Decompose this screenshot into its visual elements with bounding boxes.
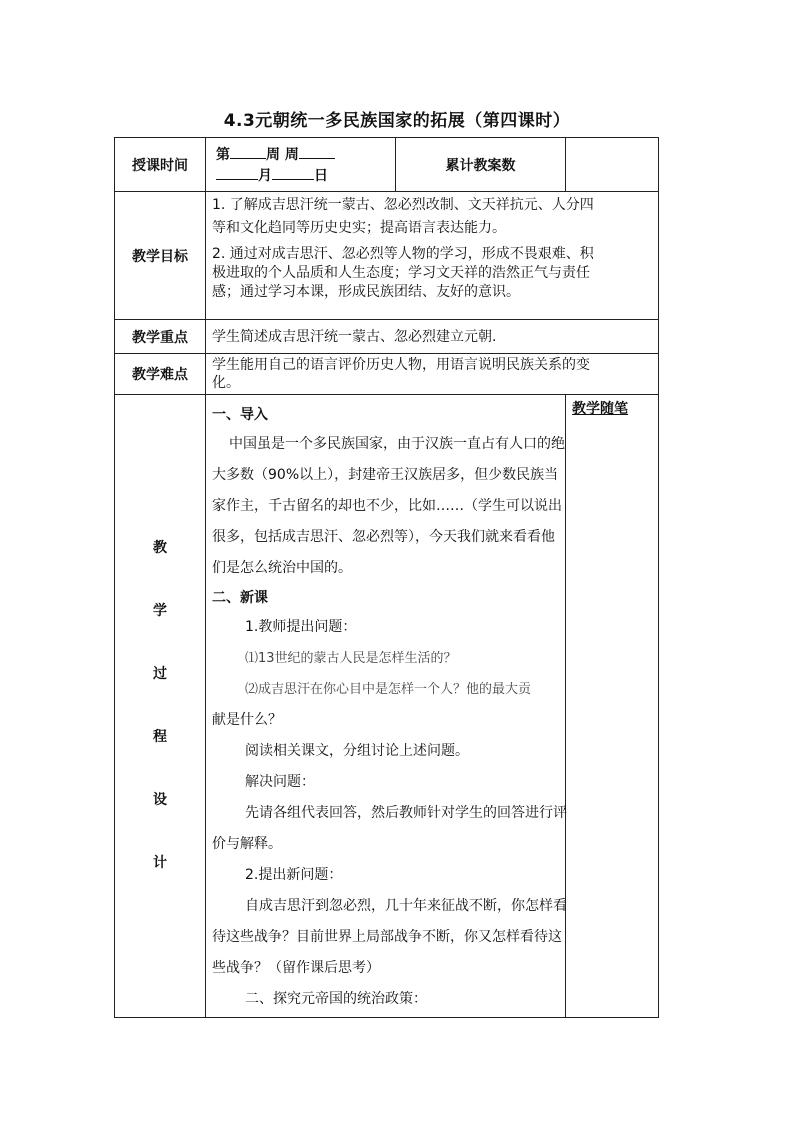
header-row [115, 138, 659, 192]
vertical-char-5: 设 [153, 792, 167, 808]
teaching-notes-column[interactable] [566, 395, 659, 1018]
process-design-label [115, 395, 206, 1018]
key-point-text: 学生简述成吉思汗统一蒙古、忽必烈建立元朝. [206, 320, 659, 354]
vertical-char-6: 计 [153, 855, 167, 871]
section-policy-heading: 二、探究元帝国的统治政策： [245, 991, 427, 1007]
difficulty-line-2: 化。 [212, 375, 240, 391]
teaching-goals-label: 教学目标 [115, 192, 206, 320]
teaching-notes-label: 教学随笔 [572, 401, 629, 417]
vertical-char-3: 过 [153, 666, 167, 682]
teaching-goals-content [206, 192, 659, 320]
key-point-label: 教学重点 [115, 320, 206, 354]
answer-line-2: 价与解释。 [212, 836, 282, 852]
intro-paragraph-line-2: 大多数（90%以上），封建帝王汉族居多，但少数民族当 [212, 467, 559, 483]
new-question-heading: 2.提出新问题： [245, 867, 343, 883]
intro-paragraph-line-5: 们是怎么统治中国的。 [212, 560, 352, 576]
weekday-blank[interactable] [299, 144, 335, 159]
goals-row [115, 192, 659, 320]
goal-1-line-2: 等和文化趋同等历史史实；提高语言表达能力。 [212, 220, 506, 236]
lesson-plan-table [114, 137, 659, 1018]
vertical-char-4: 程 [153, 729, 167, 745]
question-2-line-1: ⑵成吉思汗在你心目中是怎样一个人？他的最大贡 [245, 682, 532, 697]
difficulty-row [115, 354, 659, 395]
solve-heading: 解决问题： [245, 774, 315, 790]
difficulty-text [206, 354, 659, 395]
date-line: 月 日 [216, 165, 395, 186]
question-1: ⑴13世纪的蒙古人民是怎样生活的？ [245, 651, 457, 666]
week-number-blank[interactable] [230, 144, 266, 159]
difficulty-label: 教学难点 [115, 354, 206, 395]
intro-paragraph-line-1: 中国虽是一个多民族国家，由于汉族一直占有人口的绝 [229, 436, 565, 452]
vertical-char-2: 学 [153, 603, 167, 619]
cumulative-lessons-label: 累计教案数 [396, 138, 566, 192]
vertical-char-1: 教 [153, 540, 167, 556]
goal-2-line-3: 感；通过学习本课，形成民族团结、友好的意识。 [212, 284, 520, 300]
week-line: 第 周 周 [216, 144, 395, 165]
new-question-line-2: 待这些战争？目前世界上局部战争不断，你又怎样看待这 [212, 929, 562, 945]
day-blank[interactable] [272, 165, 314, 180]
goal-2-line-2: 极进取的个人品质和人生态度；学习文天祥的浩然正气与责任 [212, 265, 590, 281]
page-title: 4.3元朝统一多民族国家的拓展（第四课时） [223, 111, 571, 131]
cumulative-lessons-value[interactable] [566, 138, 659, 192]
teaching-time-field[interactable] [206, 138, 396, 192]
new-question-line-3: 些战争？（留作课后思考） [212, 960, 380, 976]
process-content [206, 395, 566, 1018]
answer-line-1: 先请各组代表回答，然后教师针对学生的回答进行评 [245, 805, 567, 821]
process-row [115, 395, 659, 1018]
question-2-line-2: 献是什么？ [212, 712, 282, 728]
intro-paragraph-line-4: 很多，包括成吉思汗、忽必烈等），今天我们就来看看他 [212, 529, 555, 545]
intro-paragraph-line-3: 家作主，千古留名的却也不少，比如……（学生可以说出 [212, 498, 562, 514]
goal-2-line-1: 2. 通过对成吉思汗、忽必烈等人物的学习，形成不畏艰难、积 [212, 246, 594, 262]
teaching-time-label: 授课时间 [115, 138, 206, 192]
month-blank[interactable] [216, 165, 258, 180]
key-point-row [115, 320, 659, 354]
new-question-line-1: 自成吉思汗到忽必烈，几十年来征战不断，你怎样看 [245, 898, 567, 914]
goal-1-line-1: 1. 了解成吉思汗统一蒙古、忽必烈改制、文天祥抗元、人分四 [212, 197, 594, 213]
section-new-lesson-heading: 二、新课 [212, 590, 268, 606]
reading-instruction: 阅读相关课文，分组讨论上述问题。 [245, 743, 469, 759]
teacher-question-intro: 1.教师提出问题： [245, 619, 357, 635]
section-intro-heading: 一、导入 [212, 407, 268, 423]
difficulty-line-1: 学生能用自己的语言评价历史人物，用语言说明民族关系的变 [212, 357, 590, 373]
